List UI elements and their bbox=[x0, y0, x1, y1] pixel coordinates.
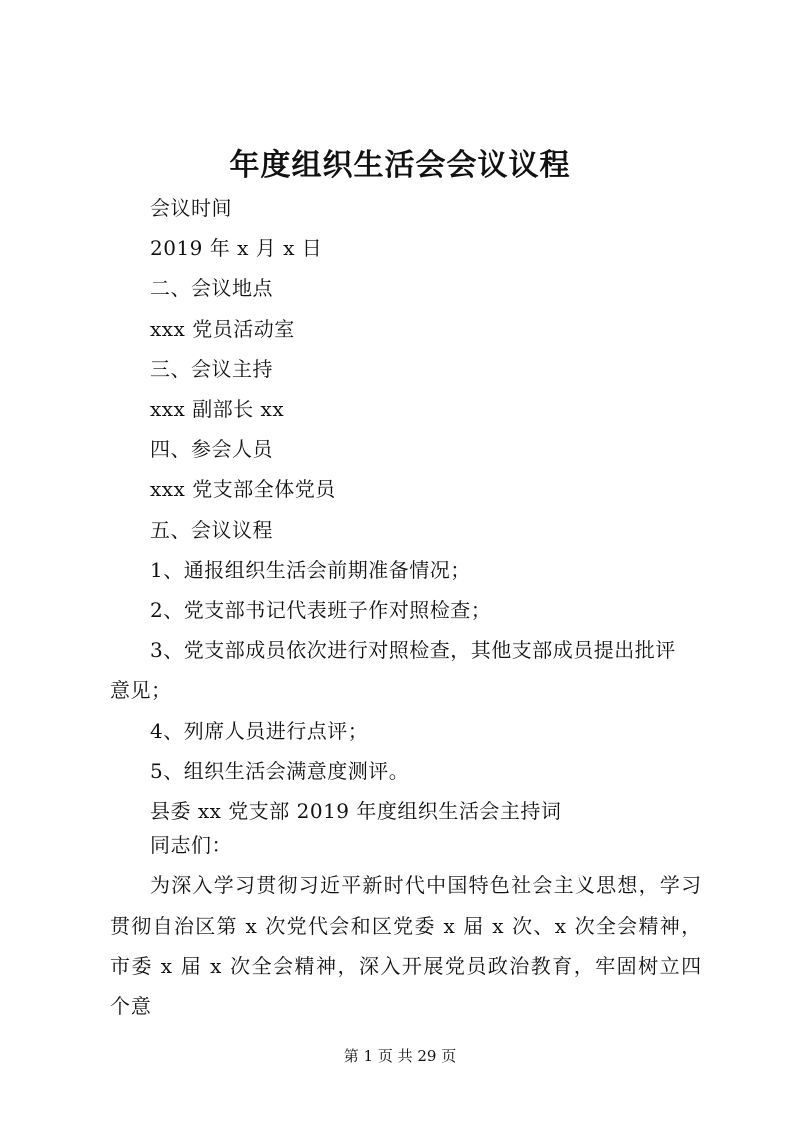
heading-attendees: 四、参会人员 bbox=[150, 437, 273, 462]
page-footer: 第 1 页 共 29 页 bbox=[343, 1047, 457, 1065]
agenda-item-3: 3、党支部成员依次进行对照检查，其他支部成员提出批评 bbox=[150, 638, 676, 663]
section-heading-host-speech: 县委 xx 党支部 2019 年度组织生活会主持词 bbox=[150, 799, 562, 824]
agenda-item-2: 2、党支部书记代表班子作对照检查； bbox=[150, 598, 492, 623]
heading-host: 三、会议主持 bbox=[150, 356, 273, 381]
document-title: 年度组织生活会会议议程 bbox=[229, 148, 571, 183]
agenda-item-1: 1、通报组织生活会前期准备情况； bbox=[150, 557, 471, 582]
heading-meeting-place: 二、会议地点 bbox=[150, 276, 273, 301]
text-line-place: xxx 党员活动室 bbox=[150, 316, 295, 341]
agenda-item-5: 5、组织生活会满意度测评。 bbox=[150, 758, 410, 783]
text-line-date: 2019 年 x 月 x 日 bbox=[150, 236, 323, 261]
agenda-item-4: 4、列席人员进行点评； bbox=[150, 718, 369, 743]
speech-paragraph: 为深入学习贯彻习近平新时代中国特色社会主义思想，学习贯彻自治区第 x 次党代会和区党委 x 届 x 次、x 次全会精神，市委 x 届 x 次全会精神，深入开展党员政治教育，牢固树立四个意 bbox=[110, 873, 702, 1019]
text-line-attendees: xxx 党支部全体党员 bbox=[150, 477, 336, 502]
salutation: 同志们： bbox=[150, 833, 232, 858]
agenda-item-3-continued: 意见； bbox=[110, 678, 172, 703]
text-line-meeting-time: 会议时间 bbox=[150, 196, 232, 220]
heading-agenda: 五、会议议程 bbox=[150, 517, 273, 542]
document-body bbox=[110, 188, 702, 1026]
text-line-host: xxx 副部长 xx bbox=[150, 397, 285, 422]
